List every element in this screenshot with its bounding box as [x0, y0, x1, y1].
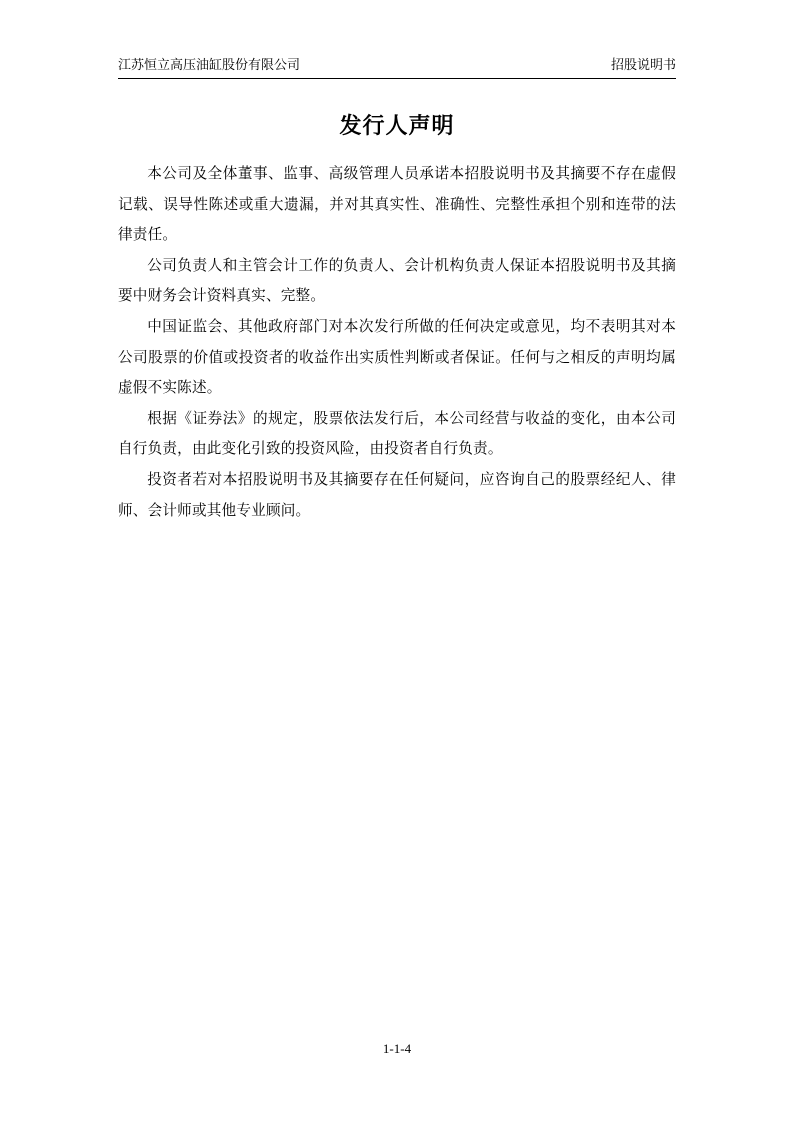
statement-paragraph: 本公司及全体董事、监事、高级管理人员承诺本招股说明书及其摘要不存在虚假记载、误导性陈述或重大遗漏，并对其真实性、准确性、完整性承担个别和连带的法律责任。 [118, 165, 676, 244]
statement-paragraph: 公司负责人和主管会计工作的负责人、会计机构负责人保证本招股说明书及其摘要中财务会计资料真实、完整。 [118, 256, 676, 305]
statement-paragraph: 投资者若对本招股说明书及其摘要存在任何疑问，应咨询自己的股票经纪人、律师、会计师或其他专业顾问。 [118, 470, 676, 519]
header-divider [118, 78, 676, 79]
header-document-type: 招股说明书 [610, 58, 676, 73]
page-title: 发行人声明 [339, 114, 455, 139]
statement-paragraph: 中国证监会、其他政府部门对本次发行所做的任何决定或意见，均不表明其对本公司股票的价值或投资者的收益作出实质性判断或者保证。任何与之相反的声明均属虚假不实陈述。 [118, 317, 676, 397]
statement-body [118, 159, 676, 526]
page-header [118, 56, 676, 76]
page-number: 1-1-4 [382, 1041, 412, 1056]
statement-paragraph: 根据《证券法》的规定，股票依法发行后，本公司经营与收益的变化，由本公司自行负责，由此变化引致的投资风险，由投资者自行负责。 [118, 409, 676, 458]
header-company-name: 江苏恒立高压油缸股份有限公司 [118, 58, 301, 73]
